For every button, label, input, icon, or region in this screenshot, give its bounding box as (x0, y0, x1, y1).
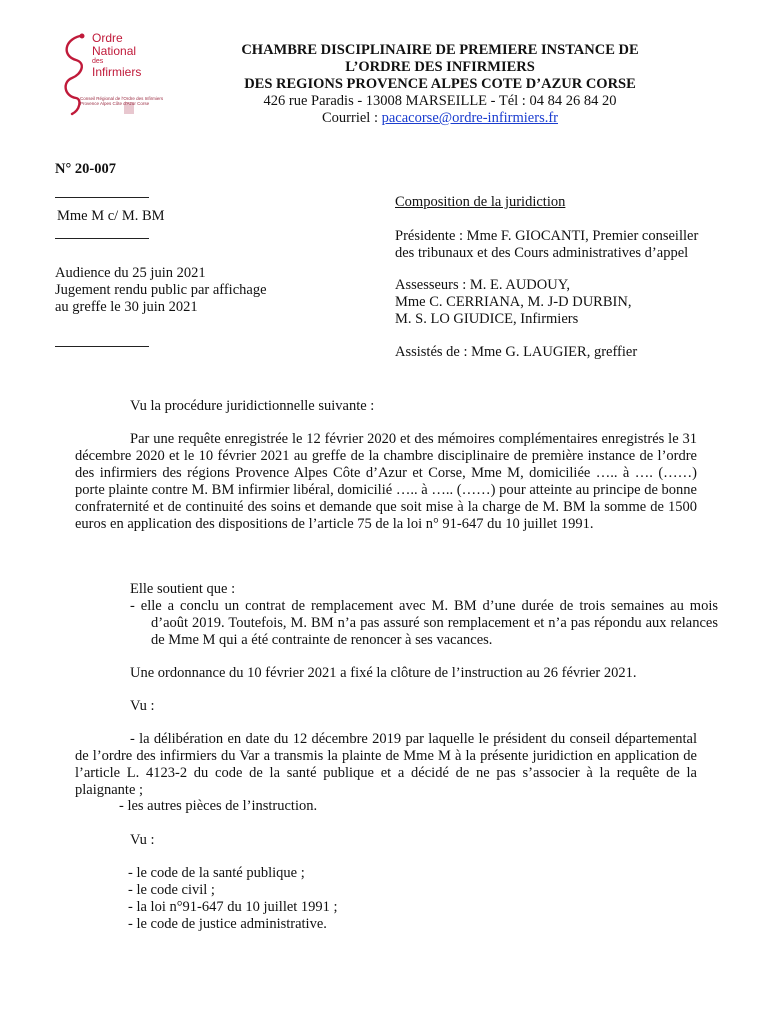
vu-heading: Vu : (130, 698, 155, 714)
header-email-row (190, 110, 690, 127)
hearing-line: au greffe le 30 juin 2021 (55, 299, 198, 315)
assessor-line: Mme C. CERRIANA, M. J-D DURBIN, (395, 294, 632, 310)
assessor-line: M. S. LO GIUDICE, Infirmiers (395, 311, 579, 327)
divider (55, 197, 149, 198)
case-parties: Mme M c/ M. BM (57, 208, 165, 224)
logo-name-line: National (92, 44, 137, 58)
claims-intro: Elle soutient que : (130, 581, 236, 597)
president (395, 228, 735, 262)
logo-small-line: Conseil Régional de l'Ordre des Infirmiers (80, 96, 164, 101)
assisted-by: Assistés de : Mme G. LAUGIER, greffier (395, 344, 638, 360)
logo-small-line: Provence Alpes Côte d'Azur Corse (80, 101, 150, 106)
divider (55, 346, 149, 347)
court-header (190, 42, 690, 127)
list-item: - la loi n°91-647 du 10 juillet 1991 ; (128, 899, 338, 915)
header-line-3: DES REGIONS PROVENCE ALPES COTE D’AZUR CORSE (244, 76, 636, 92)
case-number: N° 20-007 (55, 161, 116, 177)
hearing-line: Jugement rendu public par affichage (55, 282, 267, 298)
main-paragraph: Par une requête enregistrée le 12 février 2020 et des mémoires complémentaires enregistrés le 31 décembre 2020 et le 10 février 2021 au greffe de la chambre disciplinaire de première instance de l’ordre des infirmiers des régions Provence Alpes Côte d’Azur et Corse, Mme M, domiciliée ….. à …. (……) porte plainte contre M. BM infirmier libéral, domicilié ….. à ….. (……) pour atteinte au principe de bonne confraternité et de continuité des soins et demande que soit mise à la charge de M. BM la somme de 1500 euros en application des dispositions de l’article 75 de la loi n° 91-647 du 10 juillet 1991. (75, 431, 697, 532)
deliberation: - la délibération en date du 12 décembre 2019 par laquelle le président du conseil départemental de l’ordre des infirmiers du Var a transmis la plainte de Mme M à la présente juridiction en application de l’article L. 4123-2 du code de la santé publique et a décidé de ne pas s’associer à la requête de la plaignante ; (75, 731, 697, 798)
logo-name-line: Ordre (92, 31, 123, 45)
email-link[interactable]: pacacorse@ordre-infirmiers.fr (381, 110, 558, 126)
vu-heading: Vu : (130, 832, 155, 848)
logo-name-line: des (92, 58, 104, 65)
ordre-infirmiers-logo (52, 30, 172, 120)
president-line: Présidente : Mme F. GIOCANTI, Premier conseiller (395, 228, 699, 244)
assessor-line: Assesseurs : M. E. AUDOUY, (395, 277, 570, 293)
composition-title: Composition de la juridiction (395, 194, 566, 210)
hearing-line: Audience du 25 juin 2021 (55, 265, 206, 281)
other-documents: - les autres pièces de l’instruction. (119, 798, 318, 814)
list-item: - le code de la santé publique ; (128, 865, 305, 881)
ordinance: Une ordonnance du 10 février 2021 a fixé la clôture de l’instruction au 26 février 2021. (130, 665, 637, 681)
president-line: des tribunaux et des Cours administratives d’appel (395, 245, 689, 261)
header-address: 426 rue Paradis - 13008 MARSEILLE - Tél : 04 84 26 84 20 (263, 93, 617, 109)
hearing-info (55, 265, 267, 316)
assessors (395, 277, 735, 328)
list-item: - le code de justice administrative. (128, 916, 327, 932)
header-line-2: L’ORDRE DES INFIRMIERS (345, 59, 535, 75)
procedure-intro: Vu la procédure juridictionnelle suivante : (130, 398, 375, 414)
logo-name-line: Infirmiers (92, 65, 142, 79)
list-item: - le code civil ; (128, 882, 215, 898)
codes-list (128, 865, 338, 933)
divider (55, 238, 149, 239)
header-line-1: CHAMBRE DISCIPLINAIRE DE PREMIERE INSTANCE DE (241, 42, 639, 58)
email-label: Courriel : (322, 110, 382, 126)
claim-item: - elle a conclu un contrat de remplacement avec M. BM d’une durée de trois semaines au mois d’août 2019. Toutefois, M. BM n’a pas assuré son remplacement et n’a pas répondu aux relances de Mme M qui a été contrainte de renoncer à ses vacances. (130, 598, 718, 648)
